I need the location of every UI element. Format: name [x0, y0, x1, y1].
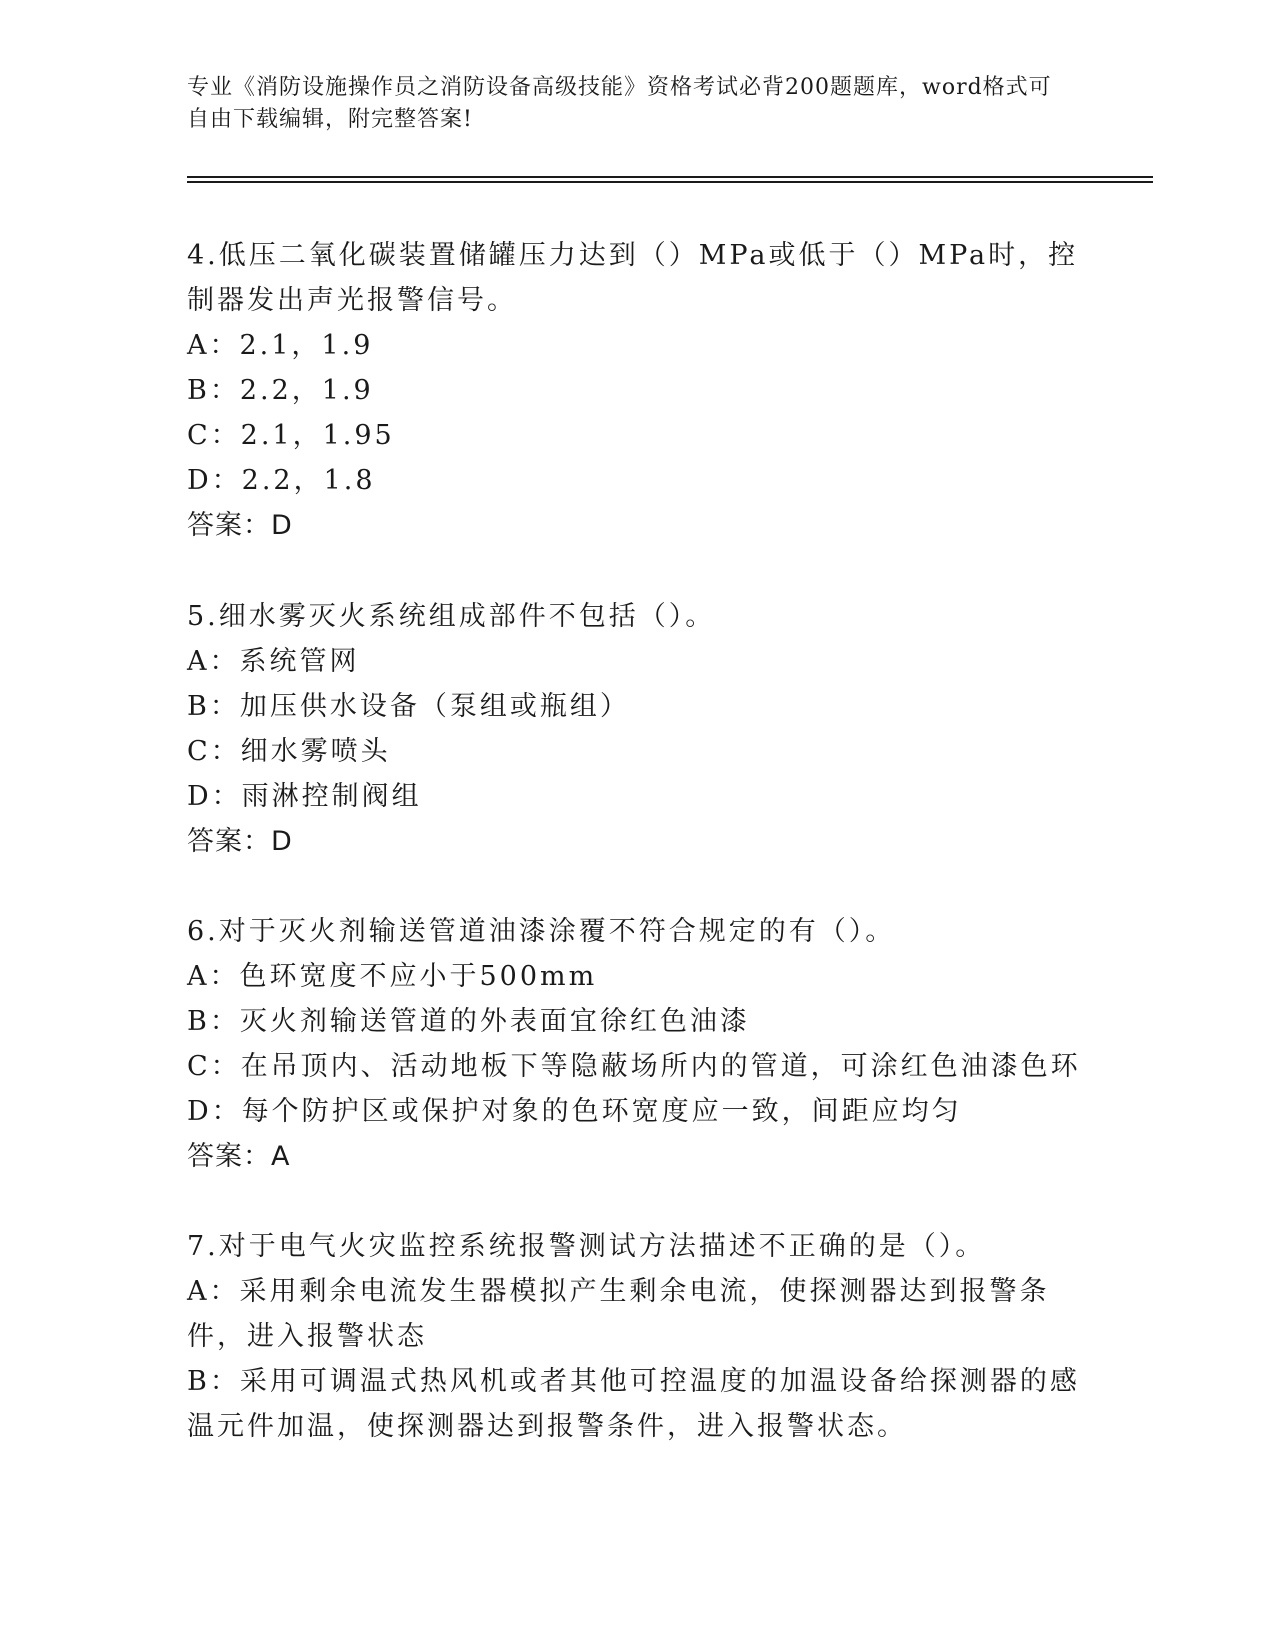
- option-b: B：采用可调温式热风机或者其他可控温度的加温设备给探测器的感温元件加温，使探测器达到报警条件，进入报警状态。: [187, 1366, 1080, 1442]
- answer: 答案：A: [187, 1141, 291, 1172]
- question-text: 6.对于灭火剂输送管道油漆涂覆不符合规定的有（）。: [187, 916, 896, 947]
- question-text: 7.对于电气火灾监控系统报警测试方法描述不正确的是（）。: [187, 1231, 986, 1262]
- answer: 答案：D: [187, 510, 293, 541]
- option-c: C：细水雾喷头: [187, 736, 391, 767]
- header-divider-top: [187, 176, 1153, 178]
- header-divider-bottom: [187, 181, 1153, 183]
- answer: 答案：D: [187, 826, 293, 857]
- option-a: A：色环宽度不应小于500mm: [187, 961, 598, 992]
- option-d: D：2.2，1.8: [187, 465, 376, 496]
- option-a: A：采用剩余电流发生器模拟产生剩余电流，使探测器达到报警条件，进入报警状态: [187, 1276, 1050, 1352]
- option-d: D：雨淋控制阀组: [187, 781, 422, 812]
- option-b: B：2.2，1.9: [187, 375, 374, 406]
- question-block-6: [187, 909, 1087, 1179]
- option-c: C：2.1，1.95: [187, 420, 395, 451]
- option-b: B：灭火剂输送管道的外表面宜徐红色油漆: [187, 1006, 750, 1037]
- question-text: 4.低压二氧化碳装置储罐压力达到（）MPa或低于（）MPa时，控制器发出声光报警信号。: [187, 240, 1079, 316]
- question-text: 5.细水雾灭火系统组成部件不包括（）。: [187, 601, 716, 632]
- option-c: C：在吊顶内、活动地板下等隐蔽场所内的管道，可涂红色油漆色环: [187, 1051, 1081, 1082]
- question-block-5: [187, 594, 1087, 864]
- option-b: B：加压供水设备（泵组或瓶组）: [187, 691, 630, 722]
- question-block-7: [187, 1224, 1087, 1449]
- option-d: D：每个防护区或保护对象的色环宽度应一致，间距应均匀: [187, 1096, 962, 1127]
- option-a: A：2.1，1.9: [187, 330, 374, 361]
- option-a: A：系统管网: [187, 646, 360, 677]
- question-block-4: [187, 233, 1087, 548]
- document-header: 专业《消防设施操作员之消防设备高级技能》资格考试必背200题题库，word格式可自由下载编辑，附完整答案!: [187, 75, 1052, 132]
